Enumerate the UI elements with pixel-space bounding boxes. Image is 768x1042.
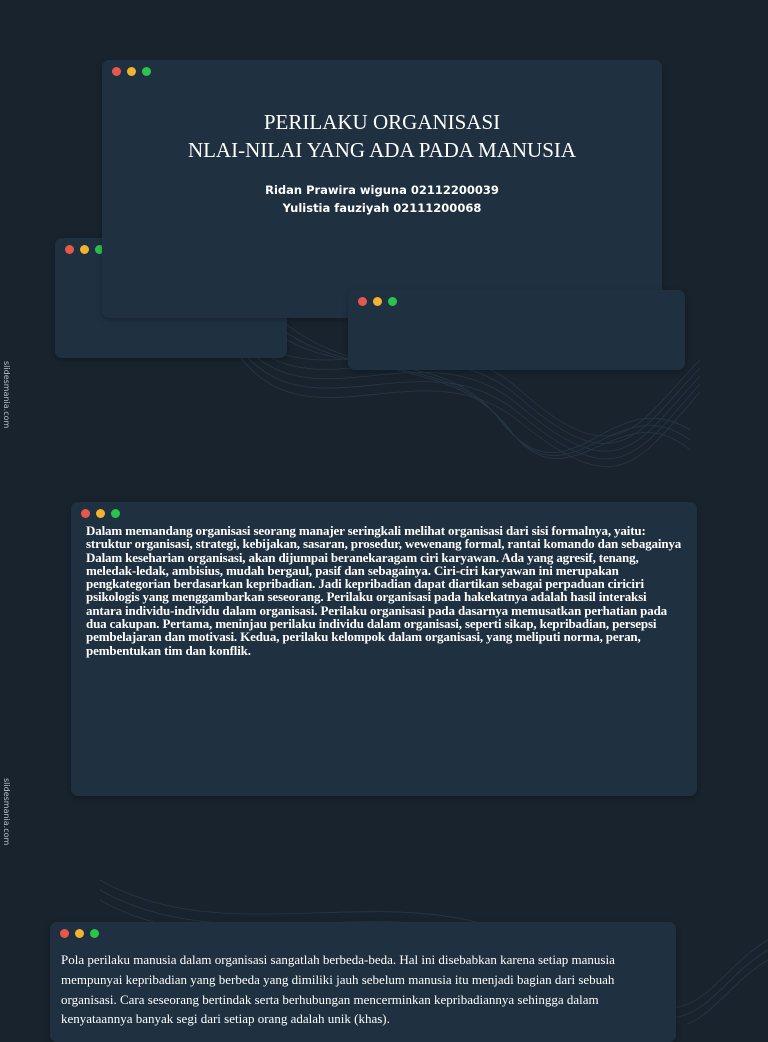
maximize-dot-icon [111, 509, 120, 518]
window-controls [358, 297, 397, 306]
decor-window-right [348, 290, 685, 370]
minimize-dot-icon [373, 297, 382, 306]
close-dot-icon [81, 509, 90, 518]
content-window-2 [71, 502, 697, 796]
close-dot-icon [112, 67, 121, 76]
maximize-dot-icon [142, 67, 151, 76]
minimize-dot-icon [96, 509, 105, 518]
body-paragraph: Dalam memandang organisasi seorang manajer seringkali melihat organisasi dari sisi formalnya, yaitu: struktur organisasi, strategi, kebijakan, sasaran, prosedur, wewenang formal, rantai komando dan sebagainya Dalam keseharian organisasi, akan dijumpai beranekaragam ciri karyawan. Ada yang agresif, tenang, meledak-ledak, ambisius, mudah bergaul, pasif dan sebagainya. Ciri-ciri karyawan ini merupakan pengkategorian berdasarkan kepribadian. Jadi kepribadian dapat diartikan sebagai perpaduan ciriciri psikologis yang menggambarkan seseorang. Perilaku organisasi pada hakekatnya adalah hasil interaksi antara individu-individu dalam organisasi. Perilaku organisasi pada dasarnya memusatkan perhatian pada dua cakupan. Pertama, meninjau perilaku individu dalam organisasi, seperti sikap, kepribadian, persepsi pembelajaran dan motivasi. Kedua, perilaku kelompok dalam organisasi, yang meliputi norma, peran, pembentukan tim dan konflik. [86, 523, 682, 658]
minimize-dot-icon [75, 929, 84, 938]
author-1: Ridan Prawira wiguna 02112200039 [265, 183, 499, 197]
window-controls [60, 929, 99, 938]
minimize-dot-icon [80, 245, 89, 254]
title-window [102, 60, 662, 318]
side-credit-text: slidesmania.com [2, 778, 11, 846]
close-dot-icon [358, 297, 367, 306]
close-dot-icon [65, 245, 74, 254]
close-dot-icon [60, 929, 69, 938]
author-list [102, 181, 662, 217]
minimize-dot-icon [127, 67, 136, 76]
window-controls [112, 67, 151, 76]
window-controls [81, 509, 120, 518]
window-controls [65, 245, 104, 254]
slide-title [102, 108, 662, 164]
content-window-3 [50, 922, 676, 1042]
author-2: Yulistia fauziyah 02111200068 [282, 201, 482, 215]
body-paragraph: Pola perilaku manusia dalam organisasi sangatlah berbeda-beda. Hal ini disebabkan karena setiap manusia mempunyai kepribadian yang berbeda yang dimiliki jauh sebelum manusia itu menjadi bagian dari sebuah organisasi. Cara seseorang bertindak serta berhubungan mencerminkan kepribadiannya sehingga dalam kenyataannya banyak segi dari setiap orang adalah unik (khas). [61, 952, 615, 1027]
side-credit-text: slidesmania.com [2, 361, 11, 429]
maximize-dot-icon [90, 929, 99, 938]
title-line-1: PERILAKU ORGANISASI [263, 110, 501, 134]
maximize-dot-icon [388, 297, 397, 306]
title-line-2: NLAI-NILAI YANG ADA PADA MANUSIA [187, 138, 577, 162]
